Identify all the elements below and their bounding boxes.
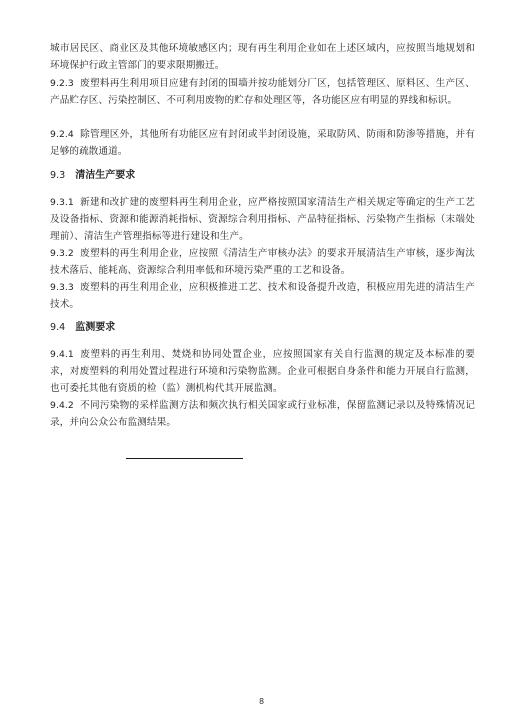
clause-number: 9.3.1 [50, 197, 74, 208]
section-number: 9.3 [50, 170, 66, 181]
clause-text: 废塑料的再生利用企业，应积极推进工艺、技术和设备提升改造，积极应用先进的清洁生产技术。 [50, 282, 475, 310]
clause-number: 9.4.2 [50, 400, 74, 411]
page-number: 8 [258, 697, 265, 706]
paragraph-intro-text: 城市居民区、商业区及其他环境敏感区内；现有再生利用企业如在上述区域内，应按照当地规划和环境保护行政主管部门的要求限期搬迁。 [50, 43, 475, 71]
clause-number: 9.3.2 [50, 248, 74, 259]
clause-text: 废塑料的再生利用、焚烧和协同处置企业，应按照国家有关自行监测的规定及本标准的要求，对废塑料的利用处置过程进行环境和污染物监测。企业可根据自身条件和能力开展自行监测，也可委托其他有资质的检（监）测机构代其开展监测。 [50, 349, 475, 394]
clause-number: 9.3.3 [50, 282, 74, 293]
clause-9-3-2 [50, 245, 475, 279]
clause-9-4-2 [50, 397, 475, 431]
clause-9-2-4 [50, 126, 475, 160]
section-heading-9-3 [50, 169, 475, 183]
section-title: 监测要求 [75, 322, 116, 333]
paragraph-intro [50, 40, 475, 74]
clause-text: 除管理区外，其他所有功能区应有封闭或半封闭设施，采取防风、防雨和防渗等措施，并有足够的疏散通道。 [50, 129, 475, 157]
clause-9-2-3 [50, 75, 475, 109]
clause-number: 9.4.1 [50, 349, 74, 360]
clause-text: 不同污染物的采样监测方法和频次执行相关国家或行业标准，保留监测记录以及特殊情况记录，并向公众公布监测结果。 [50, 400, 475, 428]
clause-9-3-3 [50, 279, 475, 313]
section-title: 清洁生产要求 [75, 170, 136, 181]
clause-9-3-1 [50, 194, 475, 245]
clause-text: 废塑料再生利用项目应建有封闭的围墙并按功能划分厂区，包括管理区、原料区、生产区、产品贮存区、污染控制区、不可利用废物的贮存和处理区等，各功能区应有明显的界线和标识。 [50, 78, 475, 106]
clause-number: 9.2.3 [50, 78, 74, 89]
section-heading-9-4 [50, 321, 475, 335]
clause-number: 9.2.4 [50, 129, 74, 140]
clause-text: 新建和改扩建的废塑料再生利用企业，应严格按照国家清洁生产相关规定等确定的生产工艺及设备指标、资源和能源消耗指标、资源综合利用指标、产品特征指标、污染物产生指标（末端处理前）、清洁生产管理指标等进行建设和生产。 [50, 197, 475, 242]
end-of-text-rule [126, 458, 243, 459]
clause-text: 废塑料的再生利用企业，应按照《清洁生产审核办法》的要求开展清洁生产审核，逐步淘汰技术落后、能耗高、资源综合利用率低和环境污染严重的工艺和设备。 [50, 248, 475, 276]
section-number: 9.4 [50, 322, 66, 333]
clause-9-4-1 [50, 346, 475, 397]
